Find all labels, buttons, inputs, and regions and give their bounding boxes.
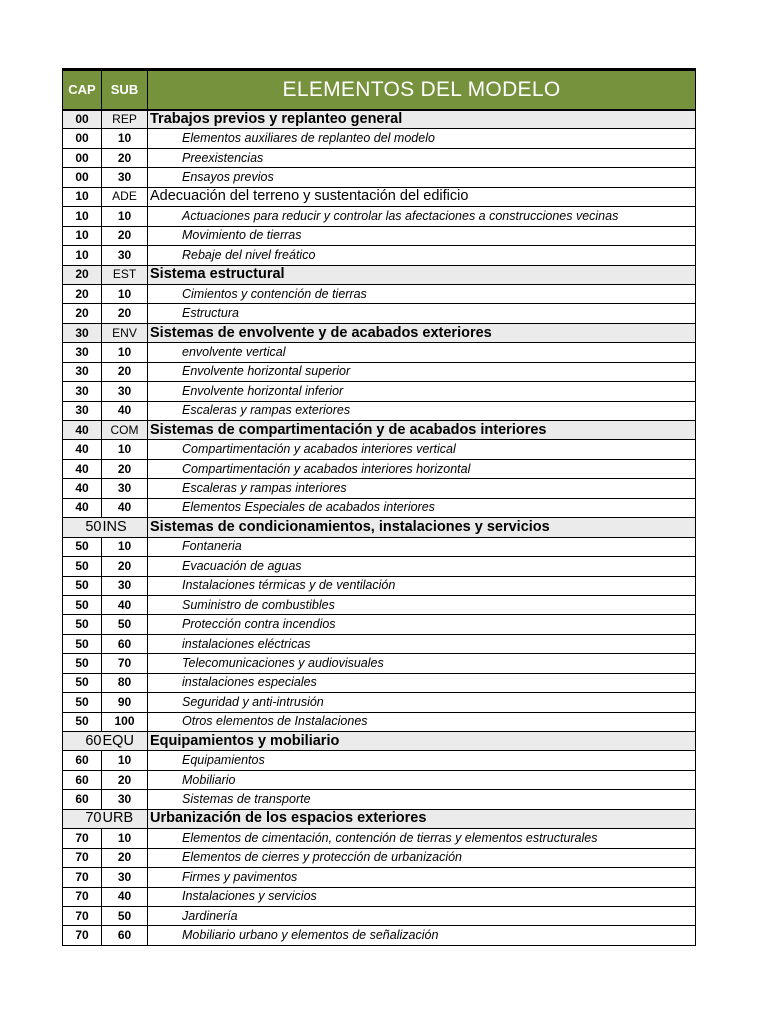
table-row	[63, 906, 696, 925]
sub-cell[interactable]: ENV	[102, 323, 148, 342]
sub-cell[interactable]: 40	[102, 401, 148, 420]
description-cell[interactable]: Escaleras y rampas interiores	[148, 479, 696, 498]
cap-cell[interactable]: 70	[63, 868, 102, 887]
cap-cell[interactable]: 50	[63, 693, 102, 712]
table-row	[63, 304, 696, 323]
table-row	[63, 868, 696, 887]
cap-cell[interactable]: 70	[63, 926, 102, 945]
sub-cell[interactable]: 30	[102, 382, 148, 401]
sub-cell[interactable]: EST	[102, 265, 148, 284]
cap-cell[interactable]: 60	[63, 732, 102, 751]
description-cell[interactable]: Protección contra incendios	[148, 615, 696, 634]
description-cell[interactable]: Envolvente horizontal superior	[148, 362, 696, 381]
cap-cell[interactable]: 20	[63, 284, 102, 303]
description-cell[interactable]: Compartimentación y acabados interiores vertical	[148, 440, 696, 459]
sub-cell[interactable]: REP	[102, 110, 148, 129]
cap-cell[interactable]: 10	[63, 226, 102, 245]
sub-cell[interactable]: 60	[102, 926, 148, 945]
table-row	[63, 537, 696, 556]
sub-cell[interactable]: 60	[102, 634, 148, 653]
description-cell[interactable]: Elementos auxiliares de replanteo del modelo	[148, 129, 696, 148]
description-cell[interactable]: Compartimentación y acabados interiores horizontal	[148, 459, 696, 478]
description-cell[interactable]: Adecuación del terreno y sustentación del edificio	[148, 187, 696, 206]
cap-cell[interactable]: 60	[63, 790, 102, 809]
description-cell[interactable]: Preexistencias	[148, 148, 696, 167]
description-cell[interactable]: Fontaneria	[148, 537, 696, 556]
table-row	[63, 207, 696, 226]
table-row	[63, 926, 696, 945]
description-cell[interactable]: Equipamientos y mobiliario	[148, 732, 696, 751]
cap-cell[interactable]: 40	[63, 479, 102, 498]
header-cap[interactable]: CAP	[63, 70, 102, 110]
table-row	[63, 129, 696, 148]
table-body	[63, 110, 696, 946]
sub-cell[interactable]: 20	[102, 362, 148, 381]
sub-cell[interactable]: 10	[102, 207, 148, 226]
description-cell[interactable]: Movimiento de tierras	[148, 226, 696, 245]
cap-cell[interactable]: 10	[63, 207, 102, 226]
description-cell[interactable]: Rebaje del nivel freático	[148, 246, 696, 265]
table-row	[63, 634, 696, 653]
table-row	[63, 712, 696, 731]
description-cell[interactable]: Sistema estructural	[148, 265, 696, 284]
description-cell[interactable]: Evacuación de aguas	[148, 557, 696, 576]
description-cell[interactable]: Urbanización de los espacios exteriores	[148, 809, 696, 828]
table-row	[63, 576, 696, 595]
table-row	[63, 887, 696, 906]
sub-cell[interactable]: URB	[102, 809, 148, 828]
cap-cell[interactable]: 10	[63, 187, 102, 206]
description-cell[interactable]: Otros elementos de Instalaciones	[148, 712, 696, 731]
description-cell[interactable]: Firmes y pavimentos	[148, 868, 696, 887]
sub-cell[interactable]: 10	[102, 440, 148, 459]
table-row	[63, 693, 696, 712]
table-row	[63, 459, 696, 478]
description-cell[interactable]: Estructura	[148, 304, 696, 323]
cap-cell[interactable]: 20	[63, 304, 102, 323]
description-cell[interactable]: Instalaciones y servicios	[148, 887, 696, 906]
description-cell[interactable]: Equipamientos	[148, 751, 696, 770]
sub-cell[interactable]: 30	[102, 479, 148, 498]
cap-cell[interactable]: 00	[63, 148, 102, 167]
sub-cell[interactable]: 10	[102, 751, 148, 770]
sub-cell[interactable]: COM	[102, 421, 148, 440]
table-row	[63, 498, 696, 517]
description-cell[interactable]: Actuaciones para reducir y controlar las afectaciones a construcciones vecinas	[148, 207, 696, 226]
sub-cell[interactable]: 20	[102, 557, 148, 576]
cap-cell[interactable]: 30	[63, 382, 102, 401]
group-row	[63, 421, 696, 440]
header-row	[63, 70, 696, 110]
group-row	[63, 518, 696, 537]
cap-cell[interactable]: 00	[63, 129, 102, 148]
cap-cell[interactable]: 50	[63, 654, 102, 673]
sub-cell[interactable]: 20	[102, 848, 148, 867]
sub-cell[interactable]: 30	[102, 868, 148, 887]
sub-cell[interactable]: 100	[102, 712, 148, 731]
cap-cell[interactable]: 30	[63, 401, 102, 420]
table-row	[63, 848, 696, 867]
sub-cell[interactable]: EQU	[102, 732, 148, 751]
cap-cell[interactable]: 50	[63, 557, 102, 576]
sub-cell[interactable]: 20	[102, 304, 148, 323]
cap-cell[interactable]: 70	[63, 887, 102, 906]
table-row	[63, 673, 696, 692]
sub-cell[interactable]: 30	[102, 790, 148, 809]
table-title[interactable]: ELEMENTOS DEL MODELO	[148, 70, 696, 110]
group-row	[63, 265, 696, 284]
table-row	[63, 790, 696, 809]
description-cell[interactable]: Mobiliario	[148, 770, 696, 789]
description-cell[interactable]: Escaleras y rampas exteriores	[148, 401, 696, 420]
description-cell[interactable]: Ensayos previos	[148, 168, 696, 187]
sub-cell[interactable]: 50	[102, 615, 148, 634]
description-cell[interactable]: Seguridad y anti-intrusión	[148, 693, 696, 712]
sub-cell[interactable]: ADE	[102, 187, 148, 206]
cap-cell[interactable]: 30	[63, 343, 102, 362]
description-cell[interactable]: Instalaciones térmicas y de ventilación	[148, 576, 696, 595]
description-cell[interactable]: Envolvente horizontal inferior	[148, 382, 696, 401]
table-row	[63, 401, 696, 420]
cap-cell[interactable]: 50	[63, 537, 102, 556]
description-cell[interactable]: Trabajos previos y replanteo general	[148, 110, 696, 129]
sub-cell[interactable]: 40	[102, 887, 148, 906]
cap-cell[interactable]: 40	[63, 421, 102, 440]
cap-cell[interactable]: 70	[63, 848, 102, 867]
cap-cell[interactable]: 70	[63, 809, 102, 828]
table-row	[63, 770, 696, 789]
description-cell[interactable]: Telecomunicaciones y audiovisuales	[148, 654, 696, 673]
sub-cell[interactable]: 40	[102, 595, 148, 614]
cap-cell[interactable]: 60	[63, 770, 102, 789]
table-row	[63, 751, 696, 770]
sub-cell[interactable]: 40	[102, 498, 148, 517]
description-cell[interactable]: Sistemas de condicionamientos, instalaciones y servicios	[148, 518, 696, 537]
cap-cell[interactable]: 30	[63, 362, 102, 381]
description-cell[interactable]: Sistemas de compartimentación y de acabados interiores	[148, 421, 696, 440]
table-row	[63, 284, 696, 303]
table-row	[63, 362, 696, 381]
description-cell[interactable]: Sistemas de envolvente y de acabados exteriores	[148, 323, 696, 342]
group-row	[63, 732, 696, 751]
description-cell[interactable]: Suministro de combustibles	[148, 595, 696, 614]
group-row	[63, 187, 696, 206]
group-row	[63, 110, 696, 129]
description-cell[interactable]: instalaciones eléctricas	[148, 634, 696, 653]
sub-cell[interactable]: 10	[102, 284, 148, 303]
sub-cell[interactable]: 70	[102, 654, 148, 673]
description-cell[interactable]: Elementos de cimentación, contención de tierras y elementos estructurales	[148, 829, 696, 848]
sub-cell[interactable]: 10	[102, 829, 148, 848]
table-row	[63, 615, 696, 634]
cap-cell[interactable]: 50	[63, 634, 102, 653]
sub-cell[interactable]: 10	[102, 129, 148, 148]
description-cell[interactable]: Elementos de cierres y protección de urbanización	[148, 848, 696, 867]
cap-cell[interactable]: 10	[63, 246, 102, 265]
table-row	[63, 343, 696, 362]
table-row	[63, 226, 696, 245]
table-row	[63, 246, 696, 265]
sub-cell[interactable]: 20	[102, 148, 148, 167]
cap-cell[interactable]: 30	[63, 323, 102, 342]
sub-cell[interactable]: 20	[102, 226, 148, 245]
description-cell[interactable]: instalaciones especiales	[148, 673, 696, 692]
cap-cell[interactable]: 40	[63, 459, 102, 478]
table-row	[63, 440, 696, 459]
sub-cell[interactable]: 20	[102, 459, 148, 478]
cap-cell[interactable]: 50	[63, 673, 102, 692]
table-row	[63, 595, 696, 614]
table-row	[63, 829, 696, 848]
table-row	[63, 168, 696, 187]
elements-table	[62, 68, 696, 946]
sub-cell[interactable]: 30	[102, 168, 148, 187]
sub-cell[interactable]: 10	[102, 537, 148, 556]
sub-cell[interactable]: 90	[102, 693, 148, 712]
description-cell[interactable]: Elementos Especiales de acabados interiores	[148, 498, 696, 517]
description-cell[interactable]: Cimientos y contención de tierras	[148, 284, 696, 303]
cap-cell[interactable]: 40	[63, 440, 102, 459]
cap-cell[interactable]: 50	[63, 576, 102, 595]
sub-cell[interactable]: 30	[102, 576, 148, 595]
cap-cell[interactable]: 50	[63, 518, 102, 537]
sub-cell[interactable]: 50	[102, 906, 148, 925]
table-row	[63, 382, 696, 401]
sub-cell[interactable]: 30	[102, 246, 148, 265]
cap-cell[interactable]: 70	[63, 906, 102, 925]
cap-cell[interactable]: 60	[63, 751, 102, 770]
sub-cell[interactable]: INS	[102, 518, 148, 537]
sub-cell[interactable]: 20	[102, 770, 148, 789]
sub-cell[interactable]: 80	[102, 673, 148, 692]
cap-cell[interactable]: 20	[63, 265, 102, 284]
description-cell[interactable]: Mobiliario urbano y elementos de señalización	[148, 926, 696, 945]
cap-cell[interactable]: 50	[63, 595, 102, 614]
cap-cell[interactable]: 70	[63, 829, 102, 848]
cap-cell[interactable]: 00	[63, 110, 102, 129]
description-cell[interactable]: envolvente vertical	[148, 343, 696, 362]
cap-cell[interactable]: 00	[63, 168, 102, 187]
group-row	[63, 809, 696, 828]
table-row	[63, 479, 696, 498]
sub-cell[interactable]: 10	[102, 343, 148, 362]
table-row	[63, 557, 696, 576]
cap-cell[interactable]: 50	[63, 615, 102, 634]
cap-cell[interactable]: 50	[63, 712, 102, 731]
table-header	[63, 70, 696, 110]
group-row	[63, 323, 696, 342]
table-row	[63, 654, 696, 673]
description-cell[interactable]: Jardinería	[148, 906, 696, 925]
header-sub[interactable]: SUB	[102, 70, 148, 110]
cap-cell[interactable]: 40	[63, 498, 102, 517]
description-cell[interactable]: Sistemas de transporte	[148, 790, 696, 809]
table-row	[63, 148, 696, 167]
